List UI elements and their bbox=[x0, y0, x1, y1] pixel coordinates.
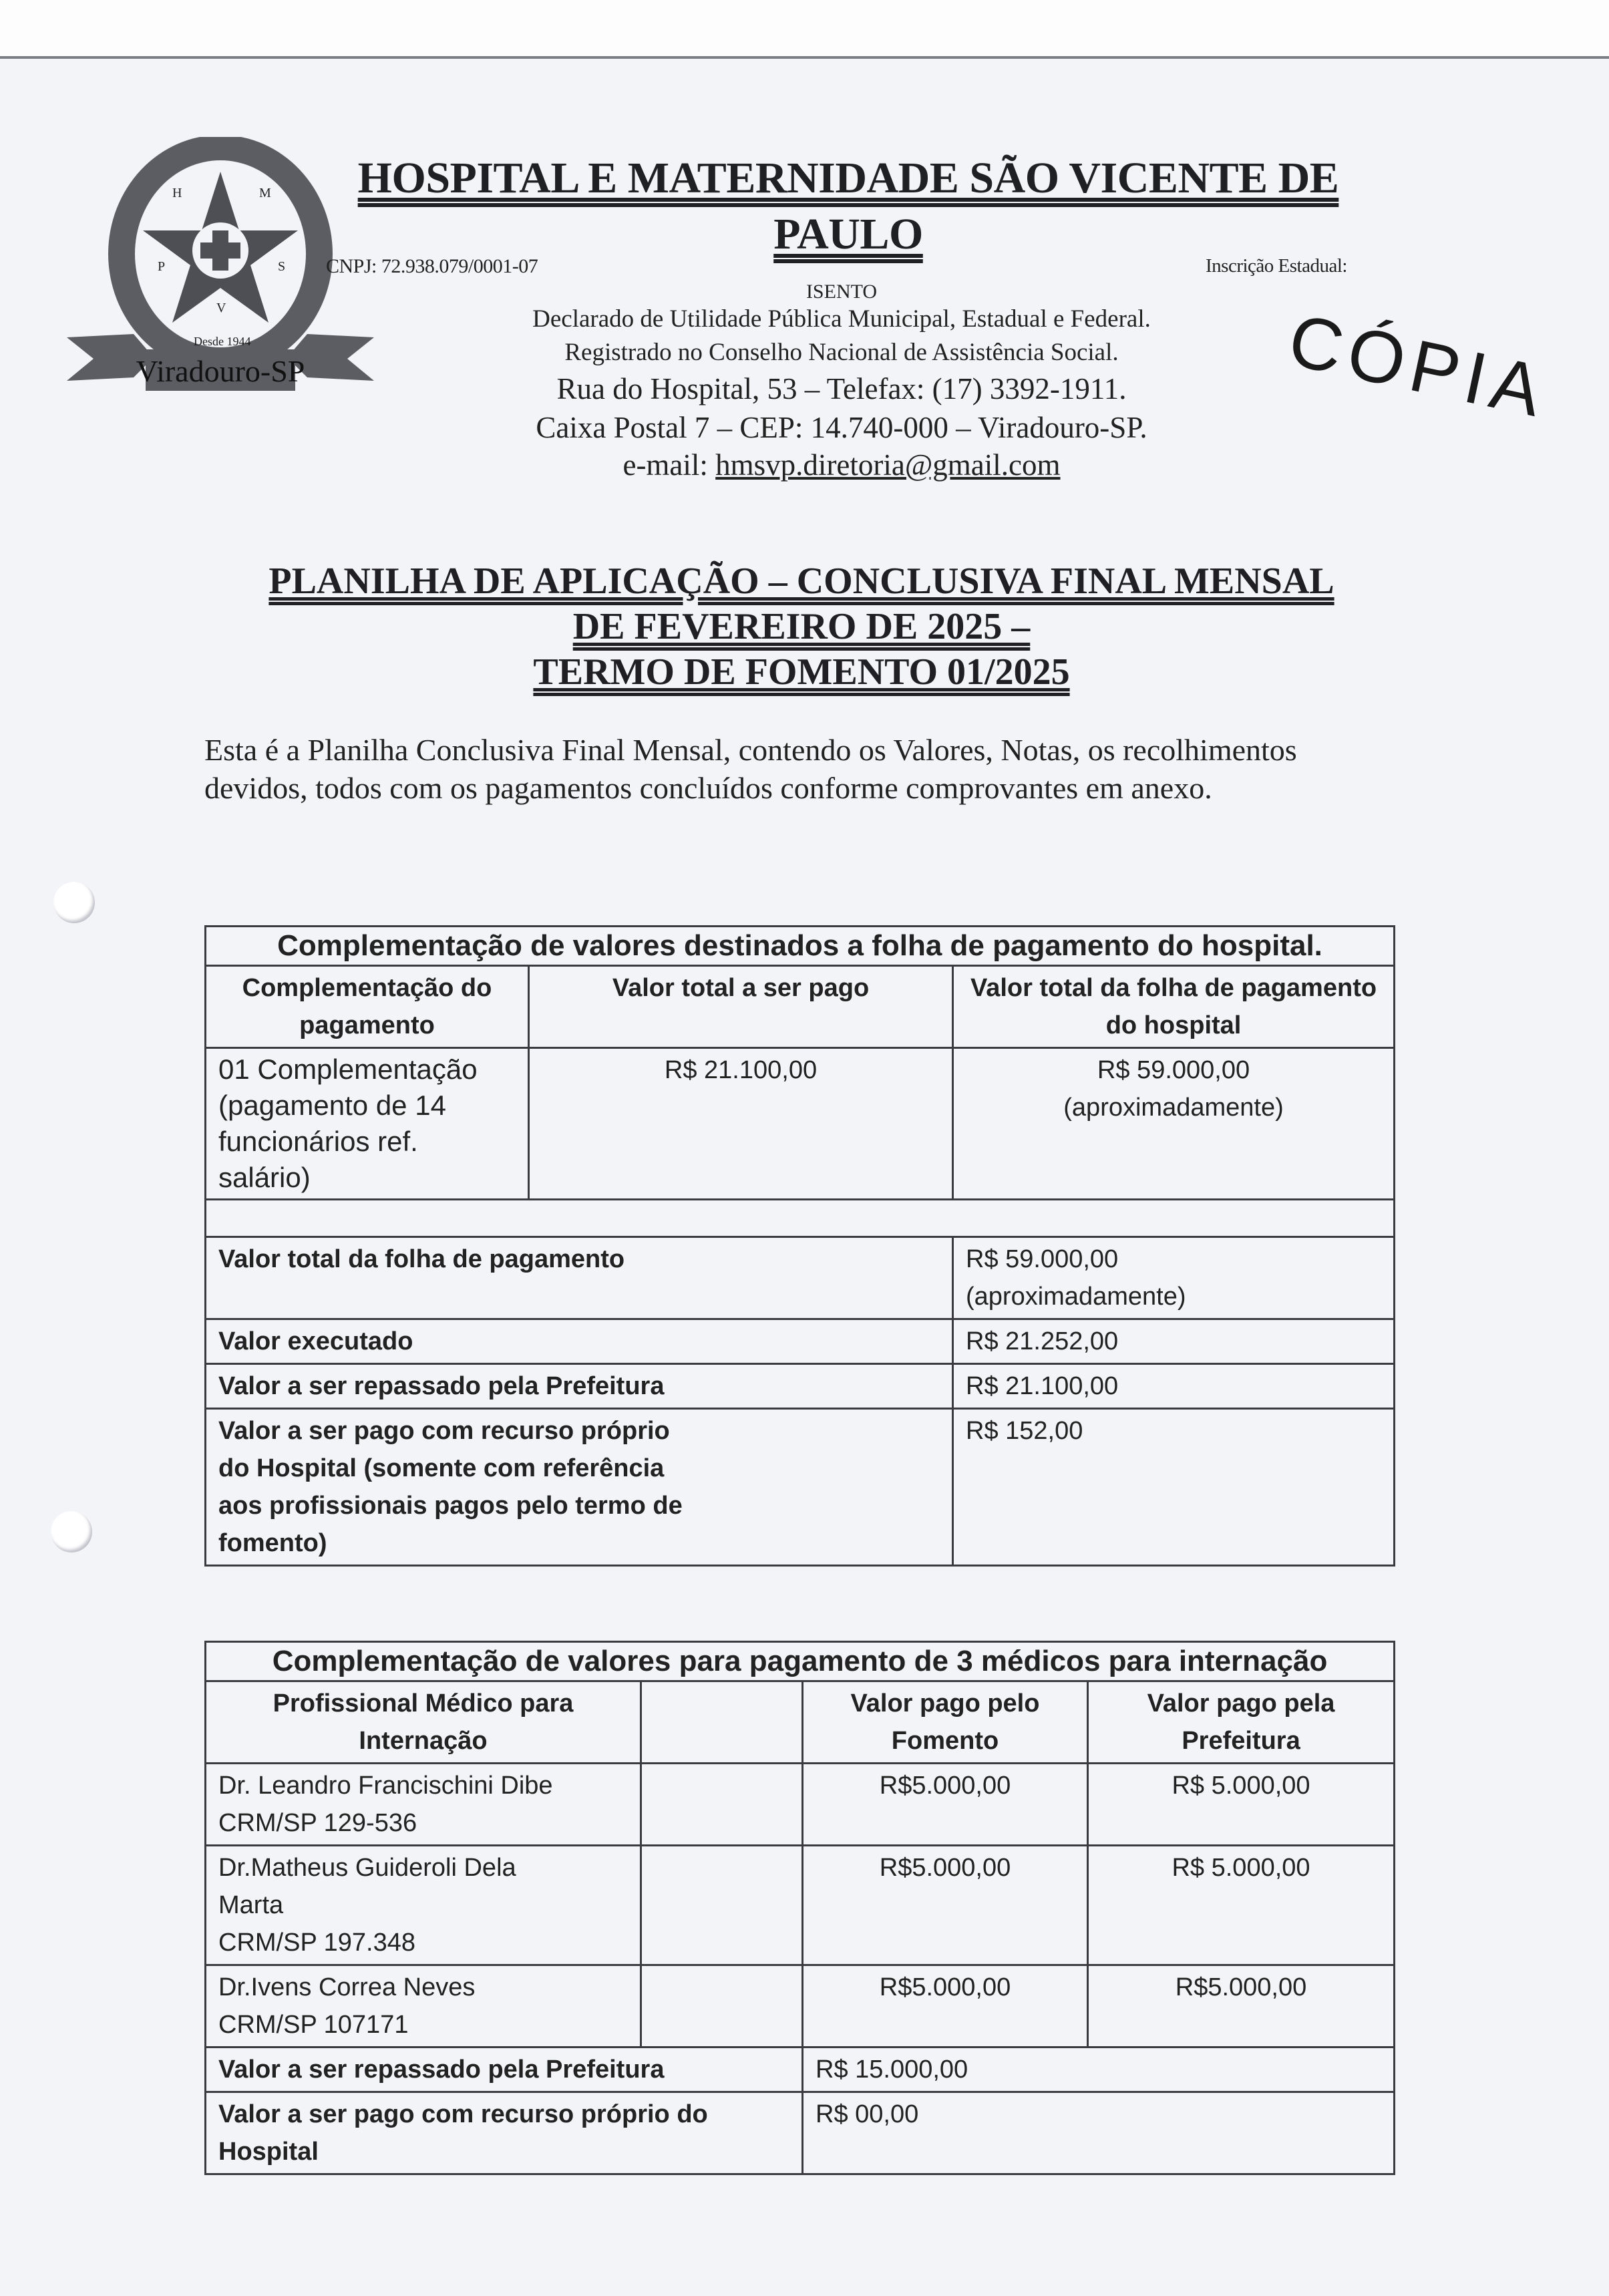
medico-cell bbox=[206, 1846, 641, 1965]
declaracao-utilidade: Declarado de Utilidade Pública Municipal, Estadual e Federal. bbox=[532, 305, 1151, 333]
summary-value: R$ 21.252,00 bbox=[953, 1319, 1395, 1364]
table-row bbox=[206, 1048, 1395, 1200]
title-line-2: DE FEVEREIRO DE 2025 – bbox=[572, 606, 1031, 647]
svg-text:V: V bbox=[216, 301, 226, 315]
prefeitura-cell: R$ 5.000,00 bbox=[1088, 1764, 1395, 1846]
document-title bbox=[200, 558, 1403, 695]
summary-amount: R$ 59.000,00 bbox=[966, 1245, 1119, 1273]
table-row bbox=[206, 1846, 1395, 1965]
medicos-internacao-table bbox=[204, 1641, 1395, 2175]
punch-hole bbox=[53, 882, 95, 923]
page-edge bbox=[0, 56, 1609, 59]
empty-cell bbox=[641, 1965, 803, 2047]
column-header: Valor total da folha de pagamento do hospital bbox=[953, 966, 1395, 1048]
registro-cnas: Registrado no Conselho Nacional de Assistência Social. bbox=[564, 339, 1119, 366]
svg-text:P: P bbox=[158, 259, 166, 274]
email-link[interactable]: hmsvp.diretoria@gmail.com bbox=[715, 448, 1061, 482]
scan-top-margin bbox=[0, 0, 1609, 56]
medico-nome: Dr. Leandro Francischini Dibe bbox=[218, 1772, 553, 1800]
fomento-cell: R$5.000,00 bbox=[803, 1764, 1088, 1846]
folha-cell bbox=[953, 1048, 1395, 1200]
folha-obs: (aproximadamente) bbox=[1063, 1094, 1284, 1122]
summary-label: Valor executado bbox=[206, 1319, 953, 1364]
summary-row bbox=[206, 1237, 1395, 1319]
fomento-cell: R$5.000,00 bbox=[803, 1846, 1088, 1965]
summary-row bbox=[206, 1319, 1395, 1364]
summary-note: (aproximadamente) bbox=[966, 1283, 1186, 1311]
summary-label: Valor total da folha de pagamento bbox=[206, 1237, 953, 1319]
medico-cell bbox=[206, 1965, 641, 2047]
intro-paragraph: Esta é a Planilha Conclusiva Final Mensal, contendo os Valores, Notas, os recolhimentos devidos, todos com os pagamentos concluídos conforme comprovantes em anexo. bbox=[204, 733, 1297, 805]
copia-stamp: CÓPIA bbox=[1282, 298, 1556, 434]
svg-text:M: M bbox=[259, 186, 271, 200]
table-caption: Complementação de valores para pagamento de 3 médicos para internação bbox=[206, 1642, 1395, 1681]
medico-crm: CRM/SP 107171 bbox=[218, 2011, 409, 2039]
table-row bbox=[206, 1764, 1395, 1846]
column-header: Valor pago pela Prefeitura bbox=[1088, 1681, 1395, 1764]
summary-value: R$ 00,00 bbox=[803, 2092, 1395, 2174]
descricao-cell: 01 Complementação (pagamento de 14 funcionários ref. salário) bbox=[206, 1048, 529, 1200]
inscricao-estadual-value: ISENTO bbox=[806, 281, 878, 303]
column-header: Profissional Médico para Internação bbox=[206, 1681, 641, 1764]
medico-crm: CRM/SP 129-536 bbox=[218, 1809, 417, 1837]
svg-text:S: S bbox=[278, 259, 286, 274]
medico-nome: Dr.Ivens Correa Neves bbox=[218, 1973, 476, 2001]
medico-cell bbox=[206, 1764, 641, 1846]
svg-text:H: H bbox=[172, 186, 182, 200]
empty-cell bbox=[641, 1846, 803, 1965]
table-caption: Complementação de valores destinados a folha de pagamento do hospital. bbox=[206, 927, 1395, 966]
fomento-cell: R$5.000,00 bbox=[803, 1965, 1088, 2047]
cnpj: CNPJ: 72.938.079/0001-07 bbox=[326, 255, 538, 277]
prefeitura-cell: R$5.000,00 bbox=[1088, 1965, 1395, 2047]
email-label: e-mail: bbox=[622, 448, 716, 482]
column-header: Valor total a ser pago bbox=[529, 966, 953, 1048]
column-header-empty bbox=[641, 1681, 803, 1764]
folha-valor: R$ 59.000,00 bbox=[1097, 1056, 1250, 1084]
summary-value: R$ 152,00 bbox=[953, 1409, 1395, 1566]
medico-crm: CRM/SP 197.348 bbox=[218, 1929, 416, 1957]
summary-label: Valor a ser repassado pela Prefeitura bbox=[206, 2047, 803, 2092]
summary-value: R$ 15.000,00 bbox=[803, 2047, 1395, 2092]
summary-label: Valor a ser repassado pela Prefeitura bbox=[206, 1364, 953, 1409]
folha-pagamento-table bbox=[204, 925, 1395, 1567]
punch-hole bbox=[51, 1511, 92, 1552]
summary-value: R$ 21.100,00 bbox=[953, 1364, 1395, 1409]
empty-cell bbox=[641, 1764, 803, 1846]
column-header: Complementação do pagamento bbox=[206, 966, 529, 1048]
caixa-postal: Caixa Postal 7 – CEP: 14.740-000 – Viradouro-SP. bbox=[536, 411, 1147, 444]
column-header: Valor pago pelo Fomento bbox=[803, 1681, 1088, 1764]
prefeitura-cell: R$ 5.000,00 bbox=[1088, 1846, 1395, 1965]
spacer-row bbox=[206, 1200, 1395, 1237]
summary-row bbox=[206, 2047, 1395, 2092]
svg-text:Desde 1944: Desde 1944 bbox=[194, 335, 251, 348]
summary-row bbox=[206, 1409, 1395, 1566]
title-line-1: PLANILHA DE APLICAÇÃO – CONCLUSIVA FINAL MENSAL bbox=[269, 560, 1334, 602]
table-row bbox=[206, 1965, 1395, 2047]
summary-label: Valor a ser pago com recurso próprio do Hospital (somente com referência aos profissionais pagos pelo termo de fomento) bbox=[206, 1409, 953, 1566]
svg-text:Viradouro-SP: Viradouro-SP bbox=[136, 354, 305, 388]
hospital-name: HOSPITAL E MATERNIDADE SÃO VICENTE DE PAULO bbox=[357, 154, 1339, 259]
summary-value bbox=[953, 1237, 1395, 1319]
title-line-3: TERMO DE FOMENTO 01/2025 bbox=[533, 651, 1070, 693]
email-line bbox=[468, 448, 1216, 482]
inscricao-estadual-label: Inscrição Estadual: bbox=[1206, 255, 1347, 277]
summary-row bbox=[206, 2092, 1395, 2174]
valor-total-cell: R$ 21.100,00 bbox=[529, 1048, 953, 1200]
endereco: Rua do Hospital, 53 – Telefax: (17) 3392-1911. bbox=[556, 372, 1127, 405]
summary-label: Valor a ser pago com recurso próprio do Hospital bbox=[206, 2092, 803, 2174]
medico-nome: Dr.Matheus Guideroli Dela Marta bbox=[218, 1854, 516, 1919]
summary-row bbox=[206, 1364, 1395, 1409]
